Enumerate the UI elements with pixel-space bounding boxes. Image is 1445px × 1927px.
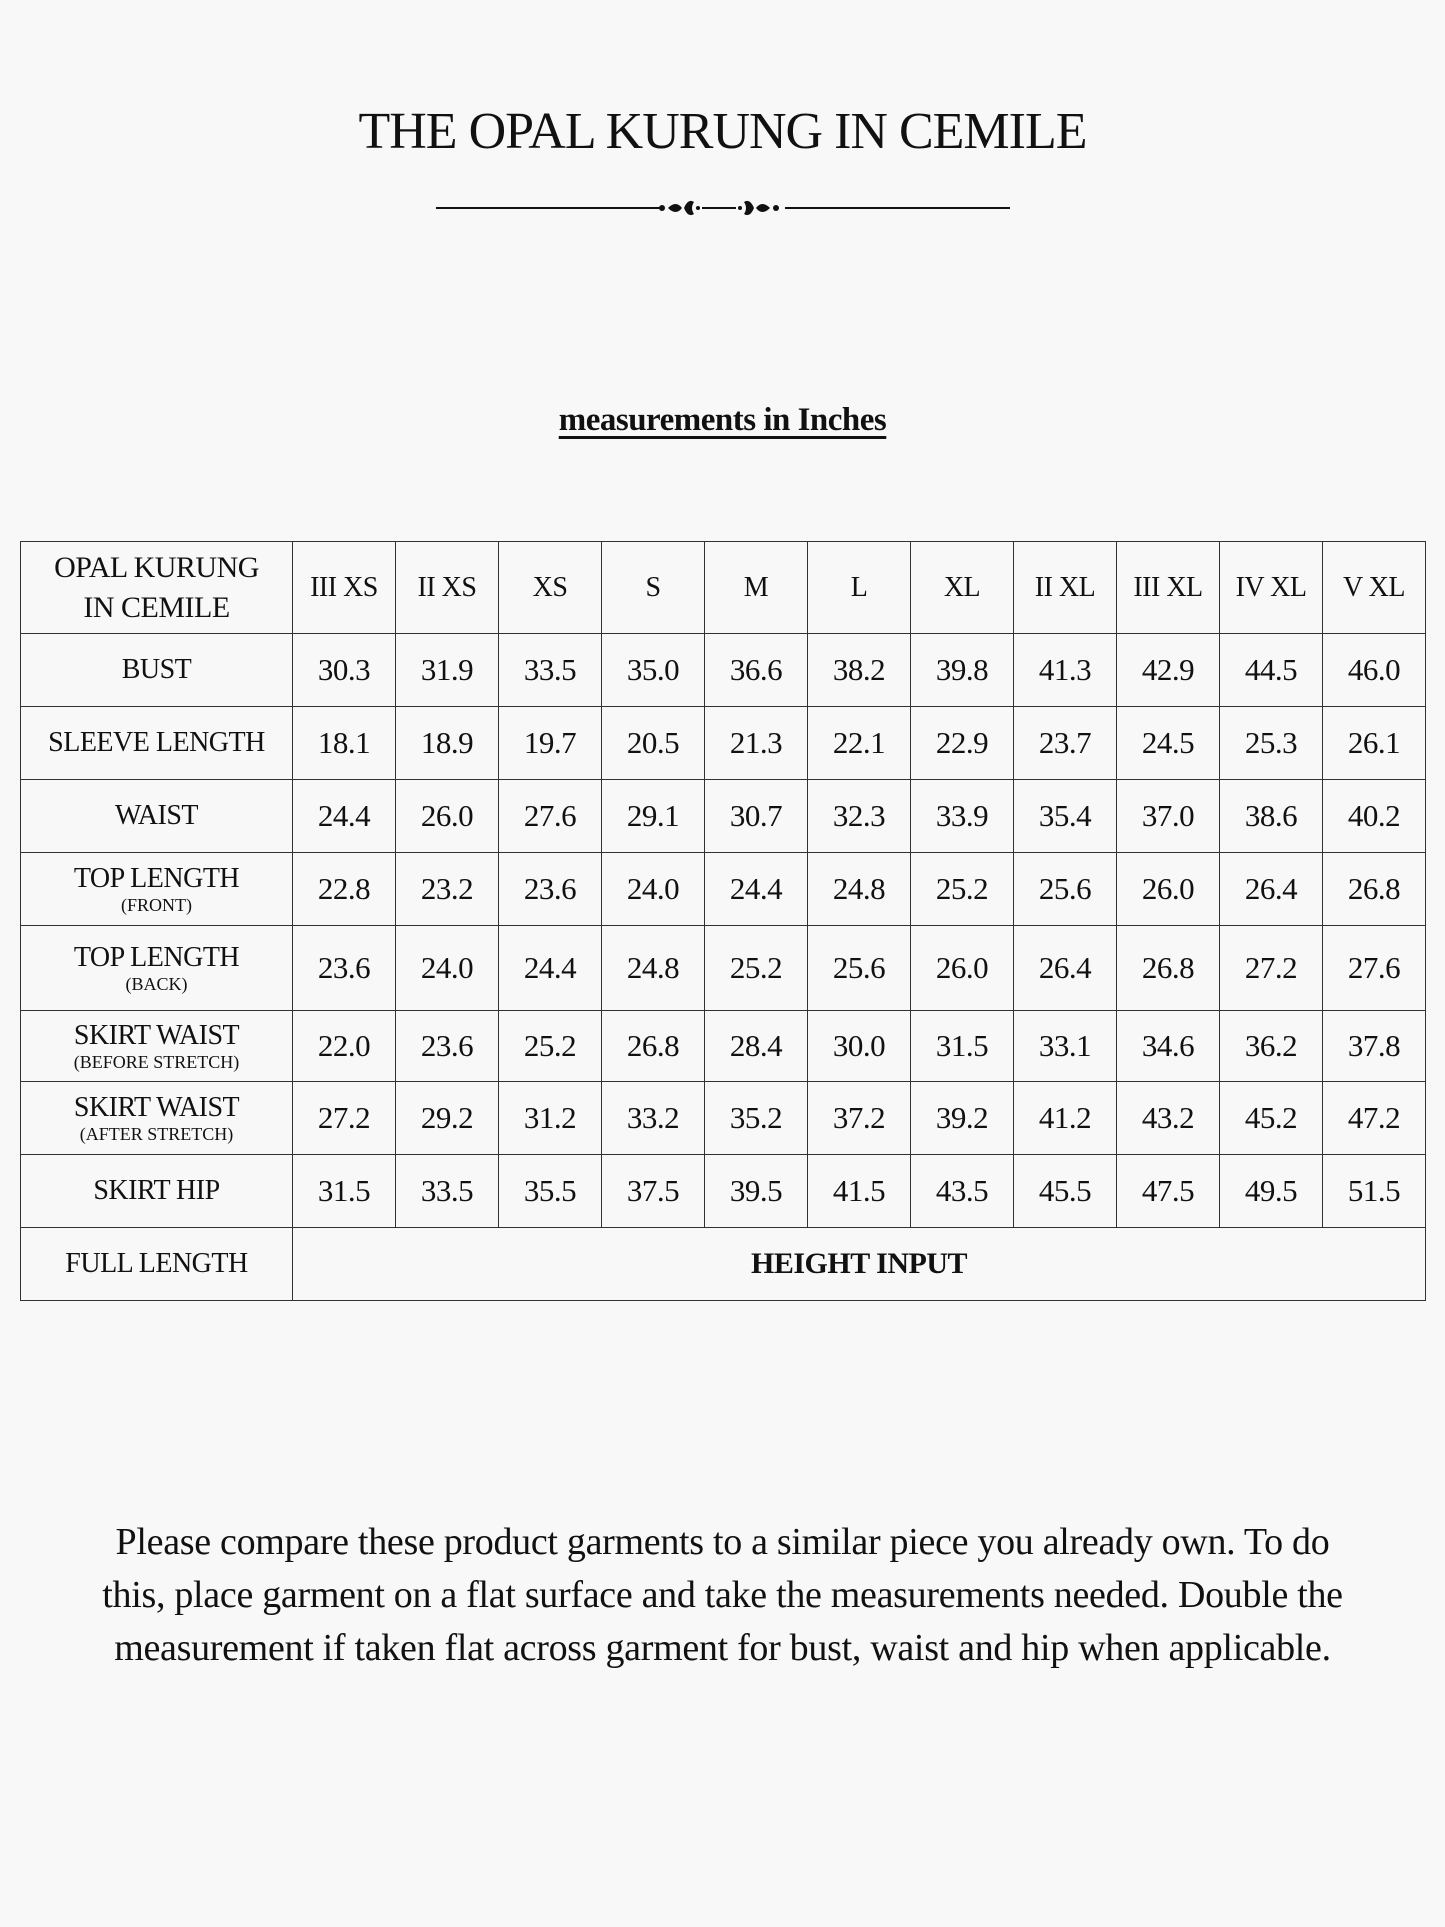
measurement-cell: 26.4 xyxy=(1014,926,1117,1011)
table-row xyxy=(21,1011,1426,1082)
measurement-cell: 30.7 xyxy=(705,780,808,853)
size-header: M xyxy=(705,542,808,634)
size-header: V XL xyxy=(1323,542,1426,634)
measurement-cell: 33.5 xyxy=(499,634,602,707)
measurement-cell: 25.2 xyxy=(911,853,1014,926)
measurement-cell: 23.6 xyxy=(499,853,602,926)
row-label xyxy=(21,780,293,853)
measurement-cell: 30.3 xyxy=(293,634,396,707)
measurement-cell: 45.2 xyxy=(1220,1082,1323,1155)
row-label xyxy=(21,707,293,780)
corner-label-line: IN CEMILE xyxy=(83,590,230,624)
measurement-cell: 24.8 xyxy=(808,853,911,926)
measurement-cell: 27.2 xyxy=(293,1082,396,1155)
row-label-subtext: (BEFORE STRETCH) xyxy=(73,1052,240,1072)
measurement-cell: 41.5 xyxy=(808,1155,911,1228)
measurement-cell: 23.6 xyxy=(396,1011,499,1082)
table-row xyxy=(21,926,1426,1011)
measurement-cell: 33.1 xyxy=(1014,1011,1117,1082)
size-header: II XL xyxy=(1014,542,1117,634)
measurement-cell: 25.3 xyxy=(1220,707,1323,780)
measurement-cell: 36.2 xyxy=(1220,1011,1323,1082)
table-row xyxy=(21,780,1426,853)
measurement-cell: 46.0 xyxy=(1323,634,1426,707)
measurement-cell: 43.2 xyxy=(1117,1082,1220,1155)
row-label-text: SLEEVE LENGTH xyxy=(48,727,265,758)
measurement-cell: 22.1 xyxy=(808,707,911,780)
measurement-cell: 27.6 xyxy=(499,780,602,853)
measurement-cell: 28.4 xyxy=(705,1011,808,1082)
size-header: S xyxy=(602,542,705,634)
table-body xyxy=(21,634,1426,1301)
size-header: XL xyxy=(911,542,1014,634)
measurement-cell: 24.4 xyxy=(293,780,396,853)
measurement-cell: 42.9 xyxy=(1117,634,1220,707)
measurement-cell: 37.5 xyxy=(602,1155,705,1228)
measurement-cell: 37.8 xyxy=(1323,1011,1426,1082)
measurement-cell: 41.2 xyxy=(1014,1082,1117,1155)
row-label-text: SKIRT WAIST xyxy=(73,1020,240,1051)
measurement-cell: 22.9 xyxy=(911,707,1014,780)
table-row xyxy=(21,1082,1426,1155)
measurement-cell: 24.8 xyxy=(602,926,705,1011)
measurement-cell: 26.0 xyxy=(911,926,1014,1011)
row-label-text: TOP LENGTH xyxy=(73,942,240,973)
measurement-cell: 24.0 xyxy=(602,853,705,926)
measurement-cell: 33.9 xyxy=(911,780,1014,853)
measurements-unit-heading: measurements in Inches xyxy=(558,402,887,438)
measurement-cell: 18.1 xyxy=(293,707,396,780)
measurement-cell: 41.3 xyxy=(1014,634,1117,707)
measurement-cell: 26.4 xyxy=(1220,853,1323,926)
measurement-cell: 31.9 xyxy=(396,634,499,707)
row-label-text: BUST xyxy=(121,654,192,685)
measurement-cell: 35.5 xyxy=(499,1155,602,1228)
size-chart-table xyxy=(20,541,1426,1301)
measurement-cell: 38.6 xyxy=(1220,780,1323,853)
row-label-text: SKIRT HIP xyxy=(93,1175,220,1206)
measurement-cell: 43.5 xyxy=(911,1155,1014,1228)
measurement-cell: 39.5 xyxy=(705,1155,808,1228)
measurement-cell: 39.2 xyxy=(911,1082,1014,1155)
measurement-cell: 26.0 xyxy=(1117,853,1220,926)
measurement-cell: 27.6 xyxy=(1323,926,1426,1011)
row-label xyxy=(21,634,293,707)
measurement-cell: 31.5 xyxy=(911,1011,1014,1082)
measurement-cell: 51.5 xyxy=(1323,1155,1426,1228)
measurement-cell: 49.5 xyxy=(1220,1155,1323,1228)
size-header: L xyxy=(808,542,911,634)
measurement-cell: 36.6 xyxy=(705,634,808,707)
measurement-cell: 45.5 xyxy=(1014,1155,1117,1228)
table-row xyxy=(21,1228,1426,1301)
measurement-cell: 26.0 xyxy=(396,780,499,853)
measurement-cell: 25.2 xyxy=(499,1011,602,1082)
measurement-cell: 22.8 xyxy=(293,853,396,926)
height-input-cell: HEIGHT INPUT xyxy=(293,1228,1426,1301)
row-label-text: WAIST xyxy=(114,800,199,831)
size-header: III XL xyxy=(1117,542,1220,634)
row-label xyxy=(21,853,293,926)
measurement-cell: 44.5 xyxy=(1220,634,1323,707)
measurement-cell: 47.5 xyxy=(1117,1155,1220,1228)
row-label xyxy=(21,1155,293,1228)
measurement-cell: 18.9 xyxy=(396,707,499,780)
measurement-cell: 23.7 xyxy=(1014,707,1117,780)
measurement-cell: 38.2 xyxy=(808,634,911,707)
measurement-cell: 39.8 xyxy=(911,634,1014,707)
measurement-cell: 47.2 xyxy=(1323,1082,1426,1155)
measurement-cell: 26.8 xyxy=(1117,926,1220,1011)
table-header-row xyxy=(21,542,1426,634)
measurement-cell: 29.1 xyxy=(602,780,705,853)
measurement-cell: 26.8 xyxy=(1323,853,1426,926)
measurement-cell: 21.3 xyxy=(705,707,808,780)
row-label-text: TOP LENGTH xyxy=(73,863,240,894)
table-row xyxy=(21,707,1426,780)
measurement-cell: 33.2 xyxy=(602,1082,705,1155)
measurement-cell: 35.4 xyxy=(1014,780,1117,853)
measurement-cell: 35.0 xyxy=(602,634,705,707)
size-header: II XS xyxy=(396,542,499,634)
size-header: IV XL xyxy=(1220,542,1323,634)
measurement-cell: 26.8 xyxy=(602,1011,705,1082)
page-title: THE OPAL KURUNG IN CEMILE xyxy=(358,103,1087,160)
size-header: XS xyxy=(499,542,602,634)
table-row xyxy=(21,634,1426,707)
measurement-cell: 24.0 xyxy=(396,926,499,1011)
ornamental-divider-icon xyxy=(436,190,1010,226)
row-label xyxy=(21,1082,293,1155)
measurement-cell: 26.1 xyxy=(1323,707,1426,780)
row-label xyxy=(21,1011,293,1082)
measurement-cell: 23.2 xyxy=(396,853,499,926)
row-label-subtext: (BACK) xyxy=(125,974,188,994)
measurement-cell: 25.6 xyxy=(808,926,911,1011)
measurement-cell: 25.6 xyxy=(1014,853,1117,926)
row-label: FULL LENGTH xyxy=(21,1228,293,1301)
measurement-cell: 37.0 xyxy=(1117,780,1220,853)
measurement-cell: 25.2 xyxy=(705,926,808,1011)
row-label-subtext: (FRONT) xyxy=(121,895,192,915)
measurement-cell: 24.5 xyxy=(1117,707,1220,780)
measurement-cell: 27.2 xyxy=(1220,926,1323,1011)
table-row xyxy=(21,1155,1426,1228)
measurement-cell: 35.2 xyxy=(705,1082,808,1155)
measurement-cell: 33.5 xyxy=(396,1155,499,1228)
measurement-cell: 20.5 xyxy=(602,707,705,780)
measurement-cell: 31.5 xyxy=(293,1155,396,1228)
measurement-cell: 37.2 xyxy=(808,1082,911,1155)
measurement-cell: 31.2 xyxy=(499,1082,602,1155)
measurement-cell: 30.0 xyxy=(808,1011,911,1082)
measurement-cell: 29.2 xyxy=(396,1082,499,1155)
measurement-cell: 19.7 xyxy=(499,707,602,780)
table-row xyxy=(21,853,1426,926)
size-header: III XS xyxy=(293,542,396,634)
measurement-cell: 34.6 xyxy=(1117,1011,1220,1082)
row-label-subtext: (AFTER STRETCH) xyxy=(79,1124,234,1144)
row-label-text: SKIRT WAIST xyxy=(73,1092,240,1123)
measurement-cell: 24.4 xyxy=(705,853,808,926)
measurement-cell: 40.2 xyxy=(1323,780,1426,853)
measurement-cell: 32.3 xyxy=(808,780,911,853)
table-corner-label xyxy=(21,542,293,634)
measuring-instructions: Please compare these product garments to a similar piece you already own. To do this, place garment on a flat surface and take the measurements needed. Double the measurement if taken flat across garment for bust, waist and hip when applicable. xyxy=(102,1521,1343,1669)
corner-label-line: OPAL KURUNG xyxy=(54,550,259,584)
measurement-cell: 24.4 xyxy=(499,926,602,1011)
row-label xyxy=(21,926,293,1011)
measurement-cell: 22.0 xyxy=(293,1011,396,1082)
measurement-cell: 23.6 xyxy=(293,926,396,1011)
